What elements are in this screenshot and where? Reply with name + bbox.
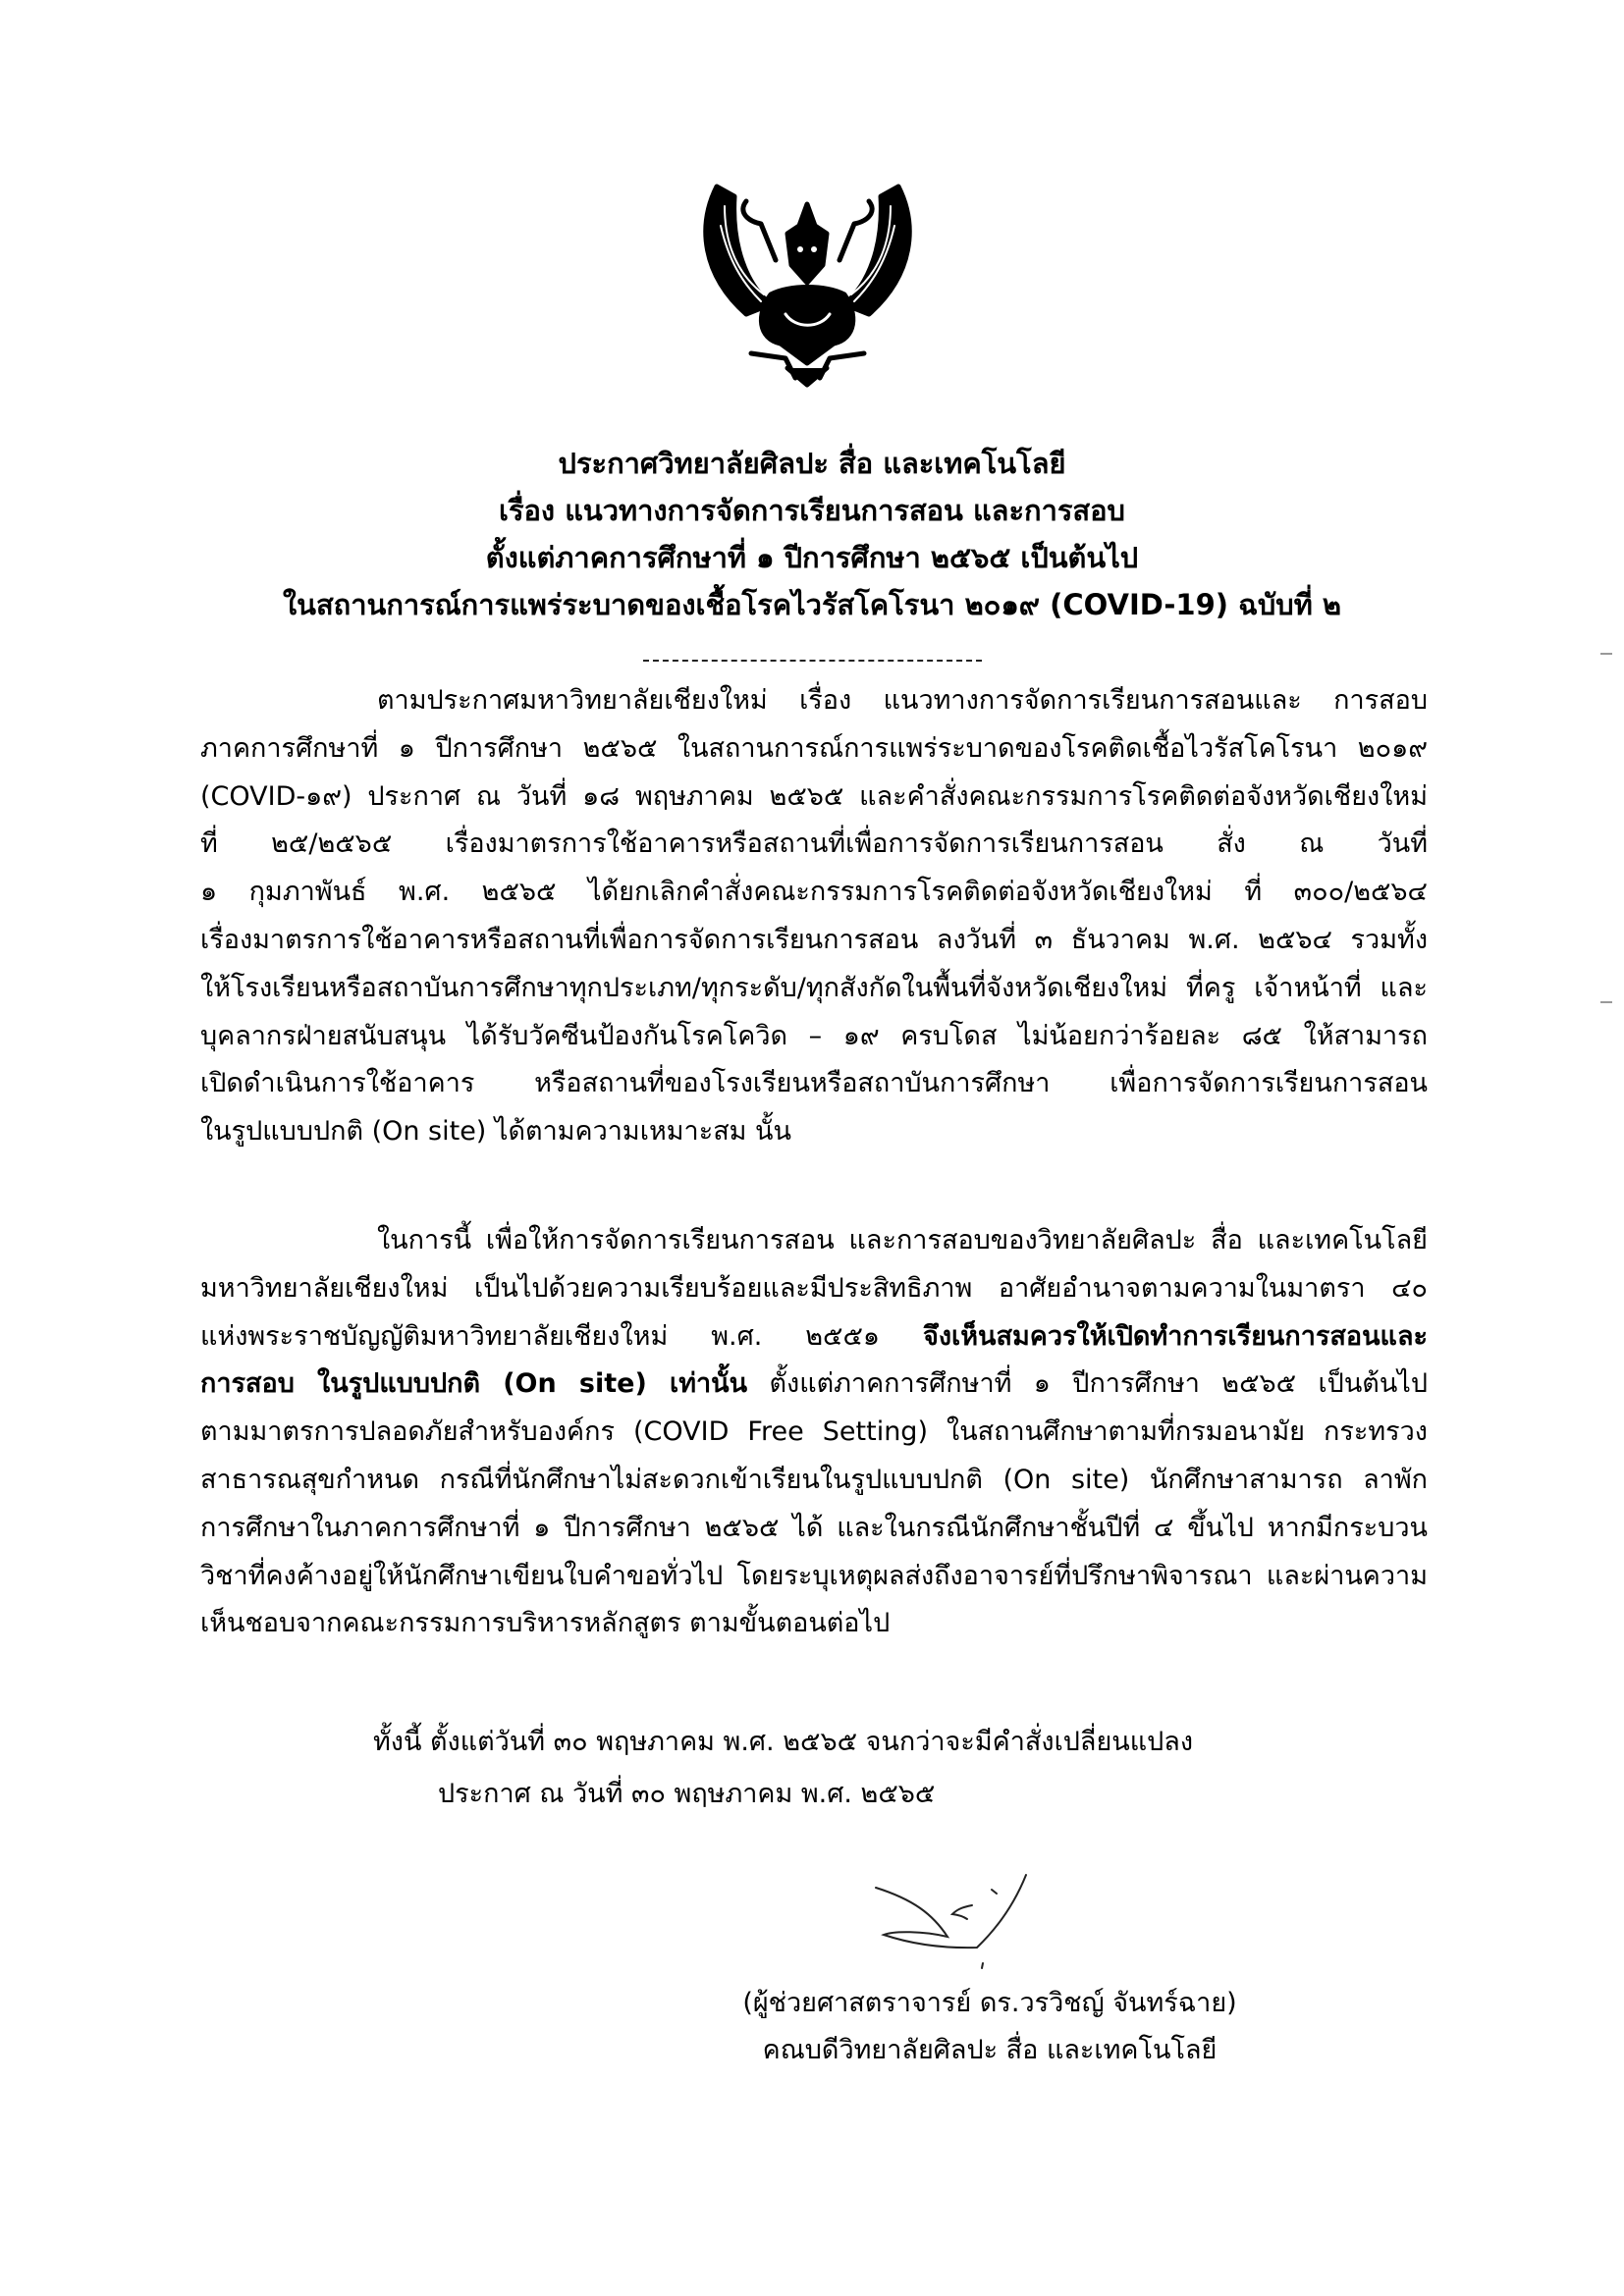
paragraph-text: ตั้งแต่ภาคการศึกษาที่ ๑ ปีการศึกษา ๒๕๖๕ เป็นต้นไป [747, 1368, 1428, 1400]
announcement-date: ประกาศ ณ วันที่ ๓๐ พฤษภาคม พ.ศ. ๒๕๖๕ [438, 1779, 936, 1809]
scan-mark [1600, 653, 1612, 655]
signer-block [734, 1980, 1245, 2074]
signer-position: คณบดีวิทยาลัยศิลปะ สื่อ และเทคโนโลยี [762, 2035, 1218, 2065]
paragraph-line: ภาคการศึกษาที่ ๑ ปีการศึกษา ๒๕๖๕ ในสถานการณ์การแพร่ระบาดของโรคติดเชื้อไวรัสโคโรนา ๒๐๑๙ [200, 732, 1428, 764]
paragraph-line: สาธารณสุขกำหนด กรณีที่นักศึกษาไม่สะดวกเข้าเรียนในรูปแบบปกติ (On site) นักศึกษาสามารถ ลาพัก [200, 1464, 1428, 1495]
body-paragraph-1 [200, 677, 1428, 1156]
paragraph-line: เรื่องมาตรการใช้อาคารหรือสถานที่เพื่อการจัดการเรียนการสอน ลงวันที่ ๓ ธันวาคม พ.ศ. ๒๕๖๔ รวมทั้ง [200, 924, 1428, 955]
paragraph-line: เปิดดำเนินการใช้อาคาร หรือสถานที่ของโรงเรียนหรือสถาบันการศึกษา เพื่อการจัดการเรียนการสอน [200, 1068, 1428, 1099]
paragraph-line: ให้โรงเรียนหรือสถาบันการศึกษาทุกประเภท/ทุกระดับ/ทุกสังกัดในพื้นที่จังหวัดเชียงใหม่ ที่ครู เจ้าหน้าที่ และ [200, 972, 1428, 1003]
paragraph-line [200, 1361, 1428, 1409]
paragraph-line: บุคลากรฝ่ายสนับสนุน ได้รับวัคซีนป้องกันโรคโควิด – ๑๙ ครบโดส ไม่น้อยกว่าร้อยละ ๘๕ ให้สามารถ [200, 1020, 1428, 1051]
paragraph-line: ๑ กุมภาพันธ์ พ.ศ. ๒๕๖๕ ได้ยกเลิกคำสั่งคณะกรรมการโรคติดต่อจังหวัดเชียงใหม่ ที่ ๓๐๐/๒๕๖๔ [200, 877, 1428, 908]
effective-date-statement: ทั้งนี้ ตั้งแต่วันที่ ๓๐ พฤษภาคม พ.ศ. ๒๕๖๕ จนกว่าจะมีคำสั่งเปลี่ยนแปลง [373, 1727, 1194, 1757]
paragraph-line: มหาวิทยาลัยเชียงใหม่ เป็นไปด้วยความเรียบร้อยและมีประสิทธิภาพ อาศัยอำนาจตามความในมาตรา ๔๐ [200, 1272, 1428, 1304]
paragraph-line: ตามมาตรการปลอดภัยสำหรับองค์กร (COVID Free Setting) ในสถานศึกษาตามที่กรมอนามัย กระทรวง [200, 1416, 1428, 1448]
paragraph-line: ที่ ๒๕/๒๕๖๕ เรื่องมาตรการใช้อาคารหรือสถานที่เพื่อการจัดการเรียนการสอน สั่ง ณ วันที่ [200, 828, 1428, 860]
paragraph-line [200, 1313, 1428, 1362]
paragraph-line: วิชาที่คงค้างอยู่ให้นักศึกษาเขียนใบคำขอทั่วไป โดยระบุเหตุผลส่งถึงอาจารย์ที่ปรึกษาพิจารณา และผ่านความ [200, 1560, 1428, 1591]
announcement-title [196, 440, 1428, 628]
signer-name: (ผู้ช่วยศาสตราจารย์ ดร.วรวิชญ์ จันทร์ฉาย) [742, 1988, 1237, 2018]
body-paragraph-2 [200, 1217, 1428, 1648]
paragraph-line: (COVID-๑๙) ประกาศ ณ วันที่ ๑๘ พฤษภาคม ๒๕๖๕ และคำสั่งคณะกรรมการโรคติดต่อจังหวัดเชียงใหม่ [200, 780, 1428, 812]
paragraph-line: เห็นชอบจากคณะกรรมการบริหารหลักสูตร ตามขั้นตอนต่อไป [200, 1608, 891, 1639]
garuda-emblem-icon [677, 167, 938, 388]
paragraph-line: ในรูปแบบปกติ (On site) ได้ตามความเหมาะสม นั้น [200, 1116, 791, 1148]
emphasized-decision-text: จึงเห็นสมควรให้เปิดทำการเรียนการสอนและ [923, 1320, 1428, 1352]
title-line-1: ประกาศวิทยาลัยศิลปะ สื่อ และเทคโนโลยี [558, 447, 1066, 480]
scan-mark [1600, 1001, 1612, 1003]
emphasized-decision-text: การสอบ ในรูปแบบปกติ (On site) เท่านั้น [200, 1368, 748, 1400]
paragraph-line: การศึกษาในภาคการศึกษาที่ ๑ ปีการศึกษา ๒๕๖๕ ได้ และในกรณีนักศึกษาชั้นปีที่ ๔ ขึ้นไป หากมีกระบวน [200, 1512, 1428, 1543]
title-line-4: ในสถานการณ์การแพร่ระบาดของเชื้อโรคไวรัสโคโรนา ๒๐๑๙ (COVID-19) ฉบับที่ ๒ [282, 588, 1342, 621]
title-line-2: เรื่อง แนวทางการจัดการเรียนการสอน และการสอบ [499, 494, 1125, 527]
signature-icon [854, 1870, 1051, 1978]
title-divider [643, 660, 982, 662]
title-line-3: ตั้งแต่ภาคการศึกษาที่ ๑ ปีการศึกษา ๒๕๖๕ เป็นต้นไป [485, 541, 1139, 574]
paragraph-line: ในการนี้ เพื่อให้การจัดการเรียนการสอน และการสอบของวิทยาลัยศิลปะ สื่อ และเทคโนโลยี [377, 1225, 1428, 1255]
paragraph-line: ตามประกาศมหาวิทยาลัยเชียงใหม่ เรื่อง แนวทางการจัดการเรียนการสอนและ การสอบ [377, 685, 1428, 716]
paragraph-text: แห่งพระราชบัญญัติมหาวิทยาลัยเชียงใหม่ พ.ศ. ๒๕๕๑ [200, 1320, 924, 1352]
